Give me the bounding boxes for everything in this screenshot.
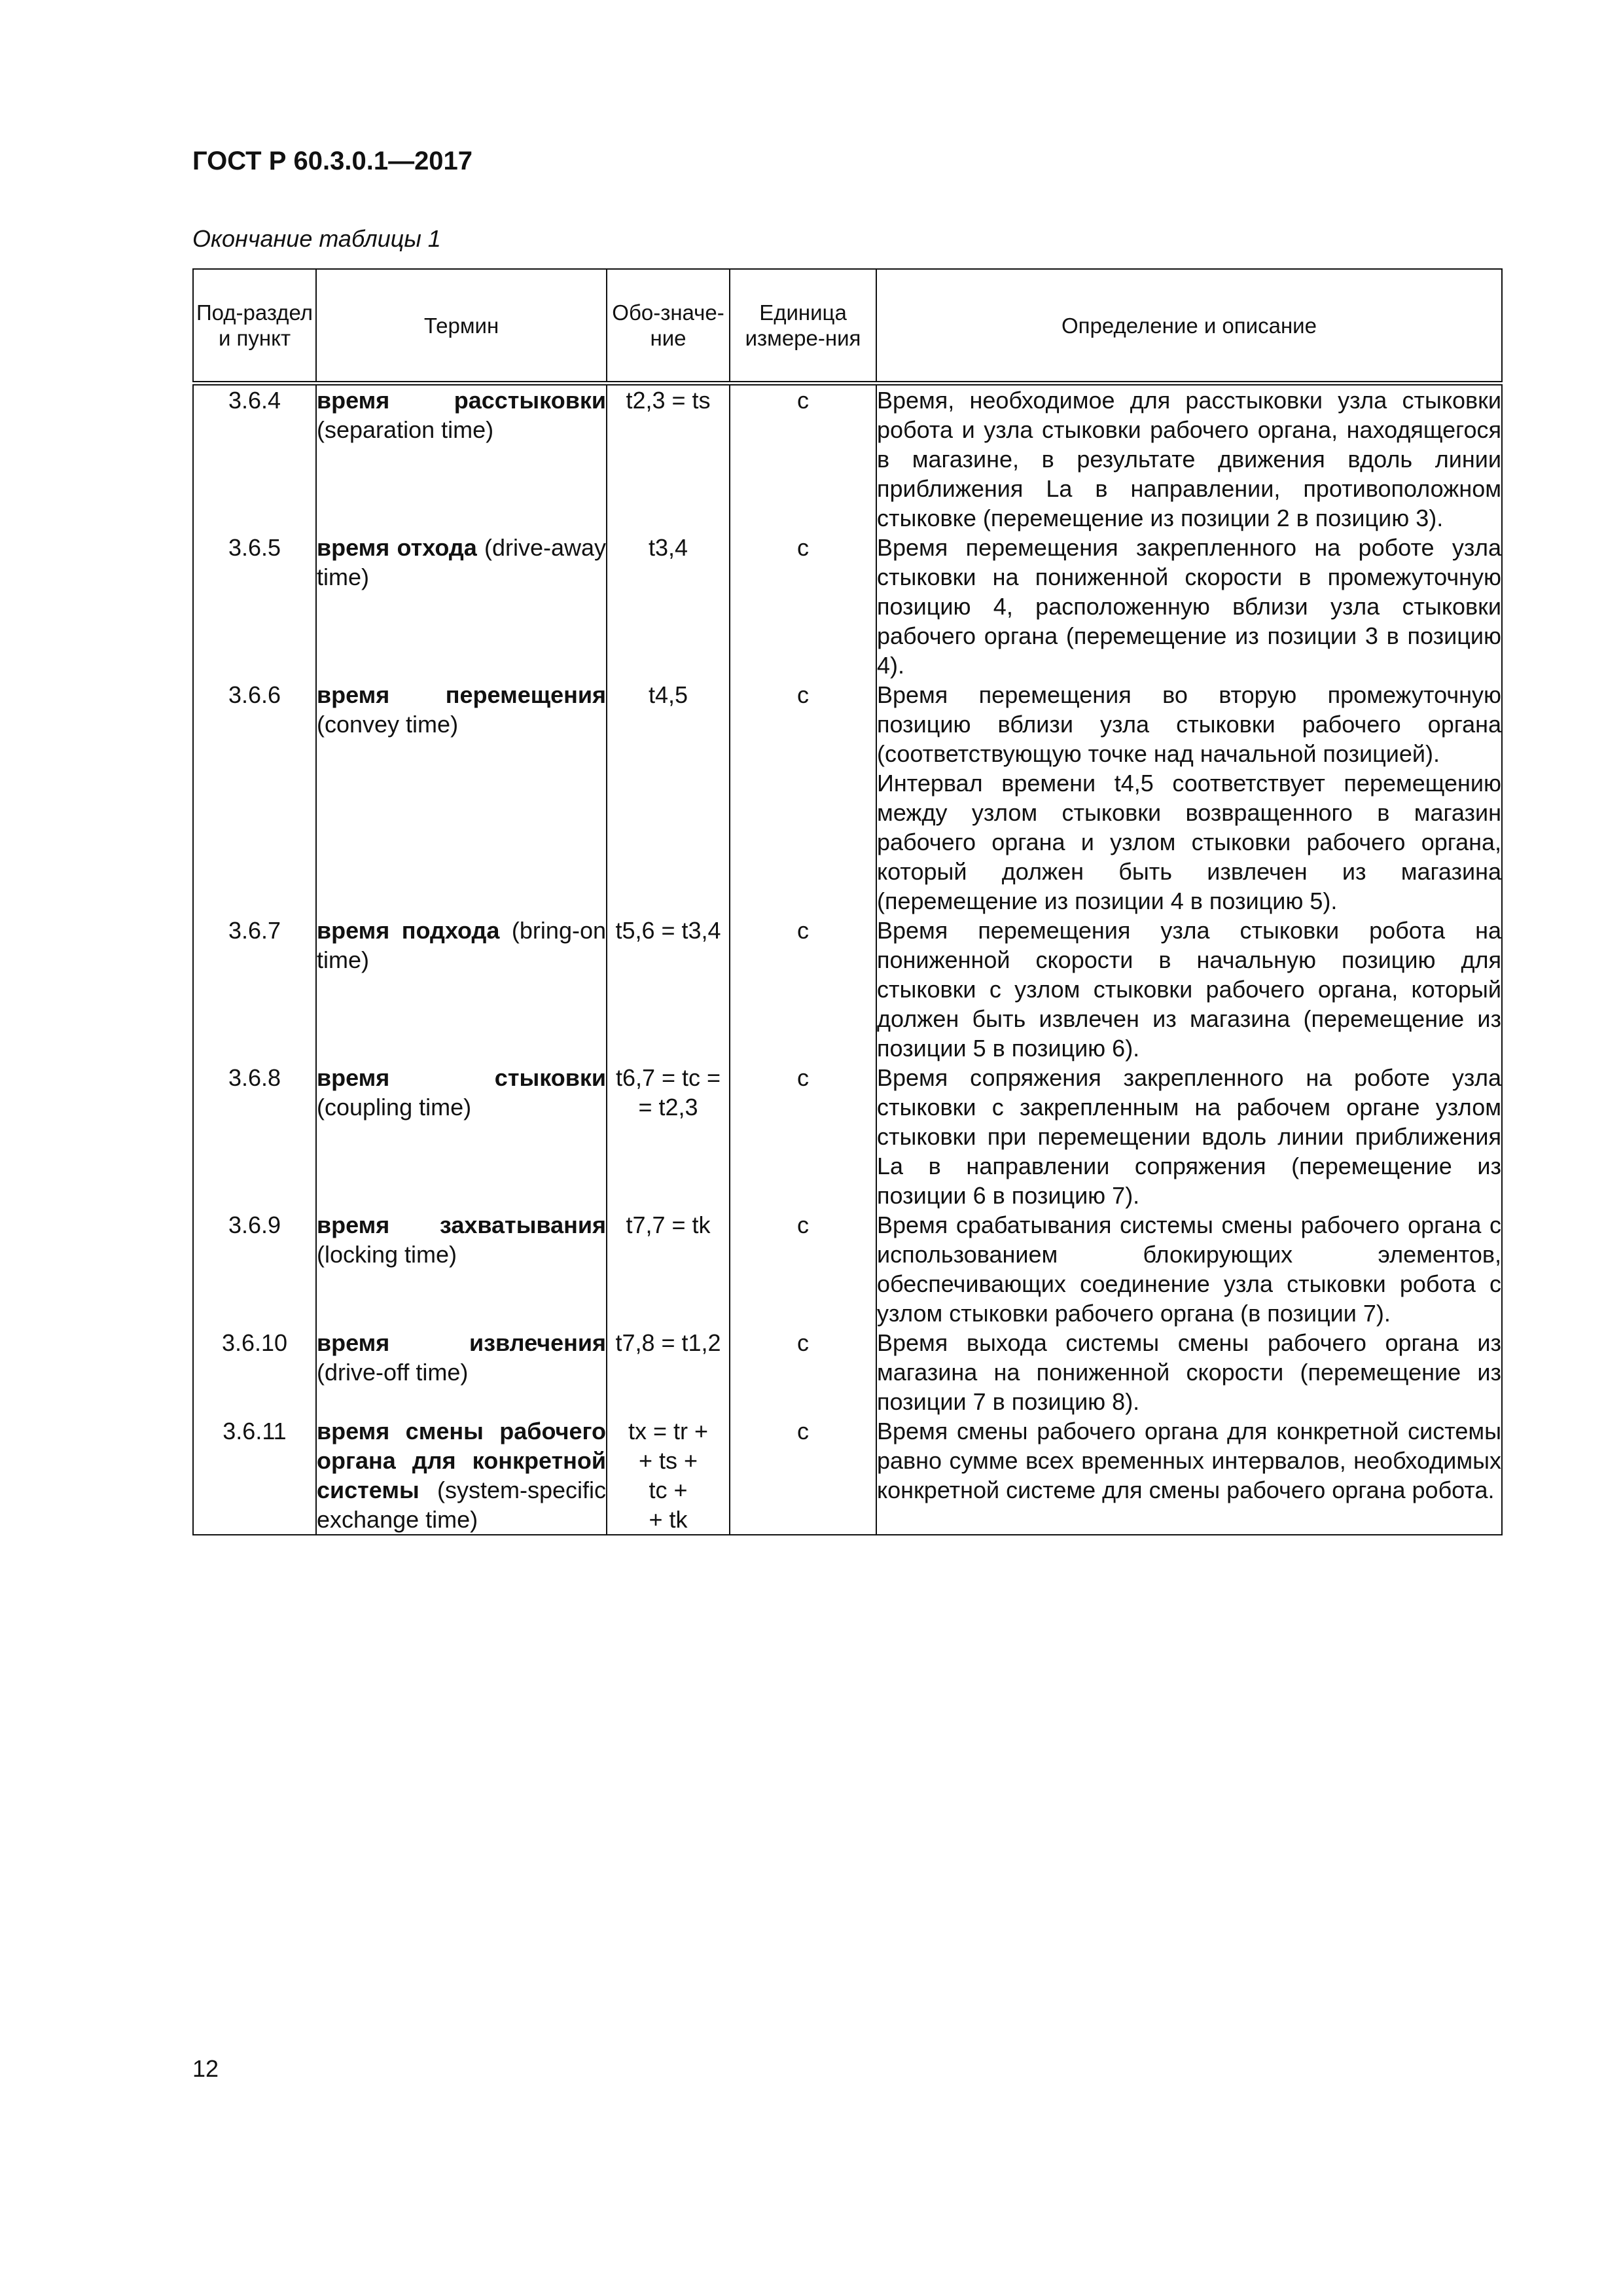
unit-cell: с bbox=[730, 384, 876, 533]
section-cell: 3.6.8 bbox=[193, 1063, 316, 1210]
term-cell bbox=[316, 384, 607, 533]
column-header-definition: Определение и описание bbox=[876, 269, 1502, 384]
section-cell: 3.6.4 bbox=[193, 384, 316, 533]
term-cell bbox=[316, 1063, 607, 1210]
term-cell bbox=[316, 916, 607, 1063]
symbol-cell bbox=[607, 1210, 730, 1328]
term-russian: время расстыковки bbox=[317, 387, 606, 414]
term-cell bbox=[316, 680, 607, 916]
section-cell: 3.6.6 bbox=[193, 680, 316, 916]
symbol-line: + ts + bbox=[638, 1447, 698, 1474]
definition-paragraph: Время, необходимое для расстыковки узла стыковки робота и узла стыковки рабочего органа, находящегося в магазине, в результате движения вдоль линии приближения La в направлении, противоположном стыковке (перемещение из позиции 2 в позицию 3). bbox=[877, 387, 1501, 531]
symbol-line: tx = tr + bbox=[628, 1418, 709, 1444]
table-header-row bbox=[193, 269, 1502, 384]
definition-cell bbox=[876, 1063, 1502, 1210]
term-english: (convey time) bbox=[317, 711, 459, 738]
term-cell bbox=[316, 533, 607, 680]
terms-table bbox=[192, 268, 1503, 1535]
definition-cell bbox=[876, 384, 1502, 533]
symbol-cell bbox=[607, 916, 730, 1063]
term-cell bbox=[316, 1416, 607, 1535]
table-row bbox=[193, 1328, 1502, 1416]
table-row bbox=[193, 916, 1502, 1063]
table-row bbox=[193, 1416, 1502, 1535]
definition-paragraph: Время перемещения узла стыковки робота на пониженной скорости в начальную позицию для стыковки с узлом стыковки рабочего органа, который должен быть извлечен из магазина (перемещение из позиции 5 в позицию 6). bbox=[877, 917, 1501, 1062]
definition-cell bbox=[876, 680, 1502, 916]
section-cell: 3.6.9 bbox=[193, 1210, 316, 1328]
term-english: (separation time) bbox=[317, 416, 494, 443]
unit-cell: с bbox=[730, 1063, 876, 1210]
column-header-term: Термин bbox=[316, 269, 607, 384]
unit-cell: с bbox=[730, 680, 876, 916]
term-russian: время отхода bbox=[317, 534, 477, 561]
unit-cell: с bbox=[730, 1210, 876, 1328]
definition-paragraph: Интервал времени t4,5 соответствует перемещению между узлом стыковки возвращенного в магазин рабочего органа и узлом стыковки рабочего органа, который должен быть извлечен из магазина (перемещение из позиции 4 в позицию 5). bbox=[877, 770, 1501, 914]
term-russian: время перемещения bbox=[317, 681, 606, 708]
table-row bbox=[193, 680, 1502, 916]
symbol-line: t6,7 = tc = bbox=[615, 1064, 721, 1091]
definition-cell bbox=[876, 533, 1502, 680]
term-english: (locking time) bbox=[317, 1241, 457, 1268]
symbol-line: t3,4 bbox=[648, 534, 688, 561]
definition-paragraph: Время выхода системы смены рабочего органа из магазина на пониженной скорости (перемещение из позиции 7 в позицию 8). bbox=[877, 1329, 1501, 1415]
term-russian: время извлечения bbox=[317, 1329, 606, 1356]
definition-paragraph: Время перемещения закрепленного на роботе узла стыковки на пониженной скорости в промежуточную позицию 4, расположенную вблизи узла стыковки рабочего органа (перемещение из позиции 3 в позицию 4). bbox=[877, 534, 1501, 679]
definition-paragraph: Время смены рабочего органа для конкретной системы равно сумме всех временных интервалов, необходимых конкретной системе для смены рабочего органа робота. bbox=[877, 1418, 1501, 1503]
symbol-line: + tk bbox=[649, 1506, 688, 1533]
symbol-line: t5,6 = t3,4 bbox=[615, 917, 721, 944]
symbol-line: = t2,3 bbox=[638, 1094, 698, 1121]
symbol-cell bbox=[607, 384, 730, 533]
section-cell: 3.6.10 bbox=[193, 1328, 316, 1416]
column-header-symbol: Обо-значе-ние bbox=[607, 269, 730, 384]
table-row bbox=[193, 384, 1502, 533]
unit-cell: с bbox=[730, 1416, 876, 1535]
term-russian: время стыковки bbox=[317, 1064, 606, 1091]
definition-paragraph: Время перемещения во вторую промежуточную позицию вблизи узла стыковки рабочего органа (соответствующую точке над начальной позицией). bbox=[877, 681, 1501, 767]
symbol-line: t7,8 = t1,2 bbox=[615, 1329, 721, 1356]
symbol-cell bbox=[607, 533, 730, 680]
unit-cell: с bbox=[730, 1328, 876, 1416]
symbol-cell bbox=[607, 1416, 730, 1535]
definition-cell bbox=[876, 1416, 1502, 1535]
term-english: (bring-on time) bbox=[317, 917, 606, 973]
term-cell bbox=[316, 1328, 607, 1416]
symbol-cell bbox=[607, 1063, 730, 1210]
page-number: 12 bbox=[192, 2055, 219, 2082]
symbol-line: tc + bbox=[649, 1477, 688, 1503]
symbol-line: t4,5 bbox=[648, 681, 688, 708]
table-caption: Окончание таблицы 1 bbox=[192, 225, 441, 252]
term-english: (system-specific exchange time) bbox=[317, 1477, 606, 1533]
symbol-cell bbox=[607, 1328, 730, 1416]
definition-cell bbox=[876, 1328, 1502, 1416]
table-row bbox=[193, 1210, 1502, 1328]
table-body bbox=[193, 384, 1502, 1535]
symbol-line: t2,3 = ts bbox=[626, 387, 711, 414]
section-cell: 3.6.5 bbox=[193, 533, 316, 680]
symbol-cell bbox=[607, 680, 730, 916]
term-english: (drive-away time) bbox=[317, 534, 606, 590]
definition-cell bbox=[876, 1210, 1502, 1328]
term-cell bbox=[316, 1210, 607, 1328]
document-number: ГОСТ Р 60.3.0.1—2017 bbox=[192, 147, 473, 175]
definition-cell bbox=[876, 916, 1502, 1063]
symbol-line: t7,7 = tk bbox=[626, 1211, 711, 1238]
definition-paragraph: Время срабатывания системы смены рабочего органа с использованием блокирующих элементов, обеспечивающих соединение узла стыковки робота с узлом стыковки рабочего органа (в позиции 7). bbox=[877, 1211, 1501, 1327]
term-russian: время смены рабочего органа для конкретной системы bbox=[317, 1418, 606, 1503]
definition-paragraph: Время сопряжения закрепленного на роботе узла стыковки с закрепленным на рабочем органе узлом стыковки при перемещении вдоль линии приближения La в направлении сопряжения (перемещение из позиции 6 в позицию 7). bbox=[877, 1064, 1501, 1209]
term-russian: время подхода bbox=[317, 917, 500, 944]
column-header-unit: Единица измере-ния bbox=[730, 269, 876, 384]
section-cell: 3.6.11 bbox=[193, 1416, 316, 1535]
term-english: (drive-off time) bbox=[317, 1359, 469, 1386]
unit-cell: с bbox=[730, 533, 876, 680]
term-russian: время захватывания bbox=[317, 1211, 606, 1238]
table-row bbox=[193, 533, 1502, 680]
section-cell: 3.6.7 bbox=[193, 916, 316, 1063]
table-row bbox=[193, 1063, 1502, 1210]
term-english: (coupling time) bbox=[317, 1094, 472, 1121]
unit-cell: с bbox=[730, 916, 876, 1063]
column-header-section: Под-раздел и пункт bbox=[193, 269, 316, 384]
